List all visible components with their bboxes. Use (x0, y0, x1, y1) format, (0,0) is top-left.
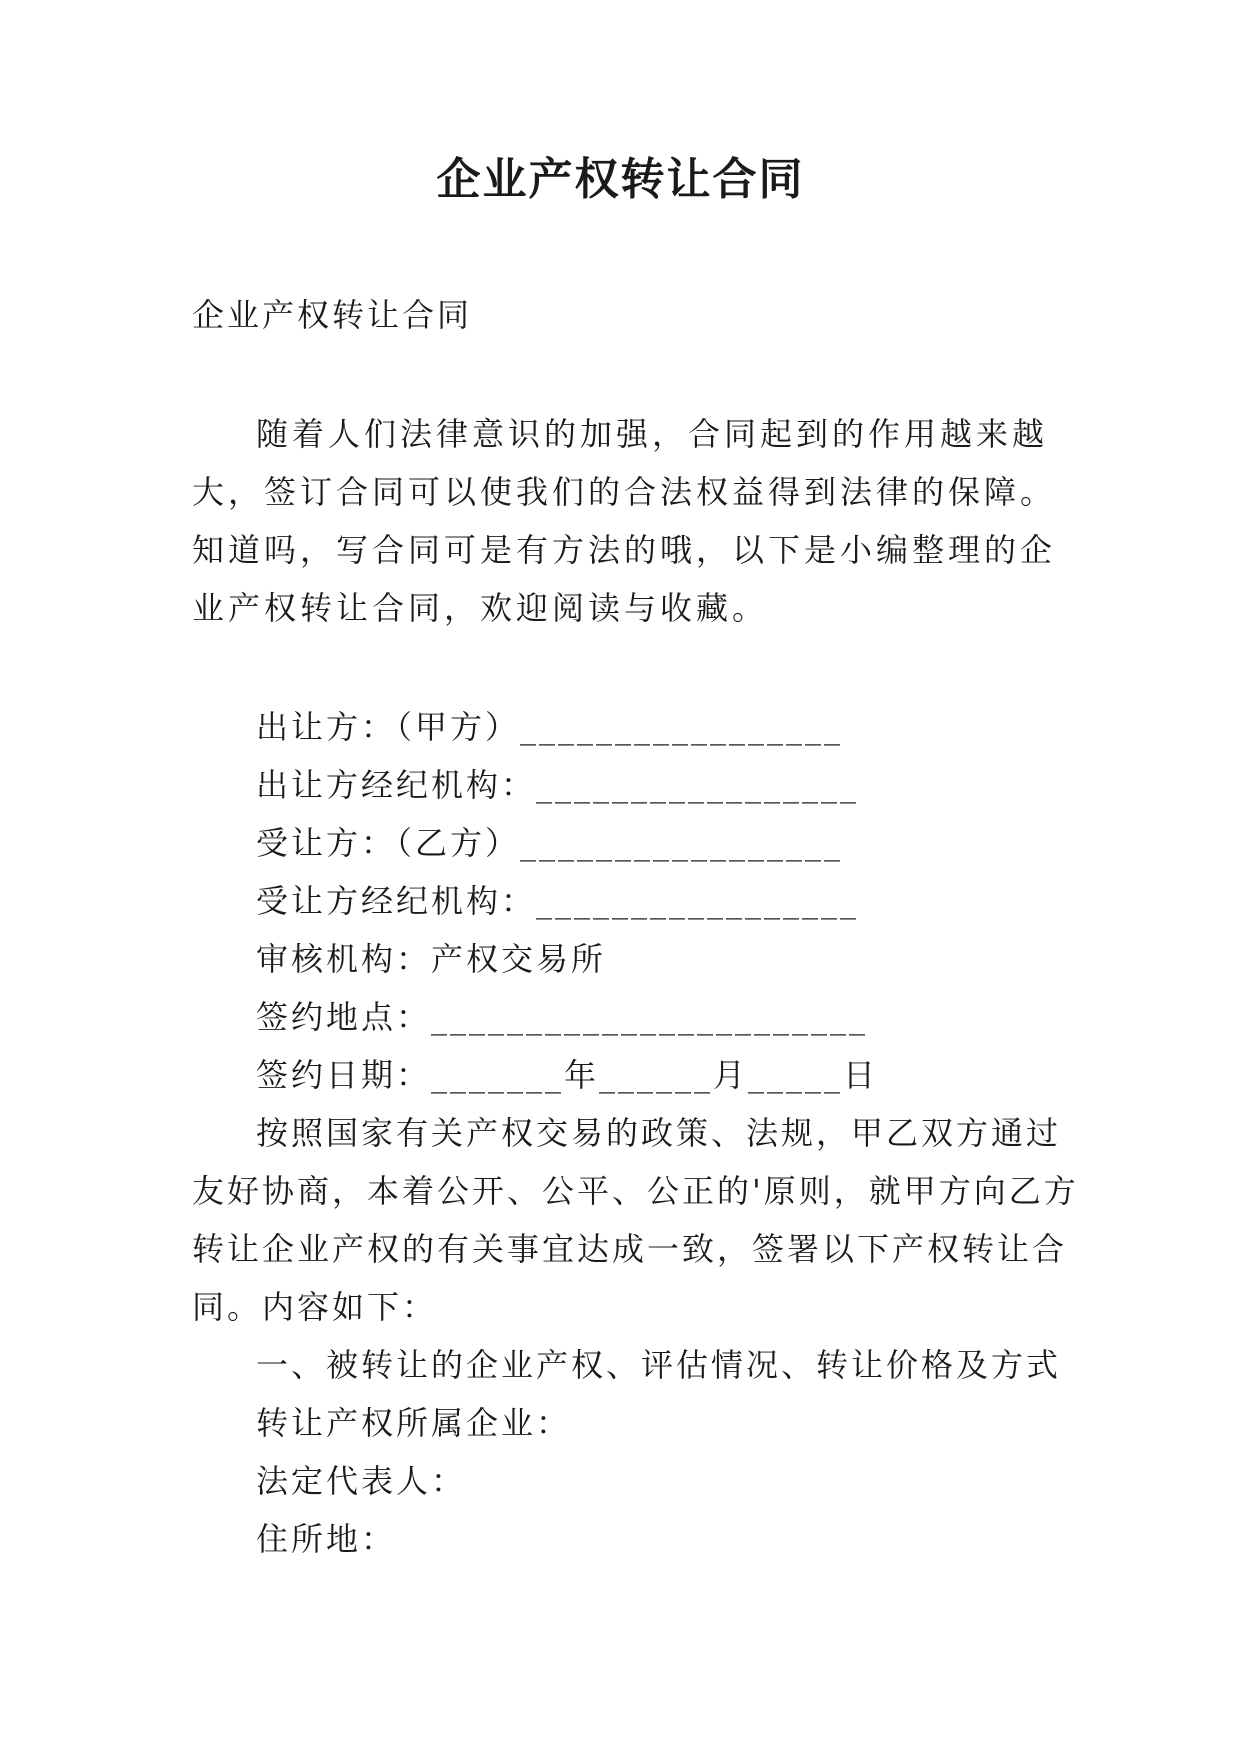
field-transferee-broker: 受让方经纪机构：_________________ (256, 882, 860, 920)
contract-fields (256, 698, 878, 1104)
section-line-address: 住所地： (256, 1520, 397, 1558)
intro-paragraph (192, 405, 1072, 637)
section-line-enterprise: 转让产权所属企业： (256, 1404, 572, 1442)
section-line-legal-rep: 法定代表人： (256, 1462, 467, 1500)
field-transferee: 受让方：（乙方）_________________ (256, 824, 844, 862)
intro-text: 随着人们法律意识的加强，合同起到的作用越来越大，签订合同可以使我们的合法权益得到法律的保障。知道吗，写合同可是有方法的哦，以下是小编整理的企业产权转让合同，欢迎阅读与收藏。 (192, 415, 1057, 627)
document-subtitle: 企业产权转让合同 (192, 296, 473, 334)
section-heading-1: 一、被转让的企业产权、评估情况、转让价格及方式 (256, 1346, 1062, 1384)
field-signing-place: 签约地点：_______________________ (256, 998, 869, 1036)
field-transferor-broker: 出让方经纪机构：_________________ (256, 766, 860, 804)
field-transferor: 出让方：（甲方）_________________ (256, 708, 844, 746)
document-title: 企业产权转让合同 (436, 154, 805, 205)
body-paragraph (192, 1104, 1082, 1336)
field-review-agency: 审核机构：产权交易所 (256, 940, 607, 978)
contract-sections (256, 1336, 1061, 1568)
body-text: 按照国家有关产权交易的政策、法规，甲乙双方通过友好协商，本着公开、公平、公正的'原则，就甲方向乙方转让企业产权的有关事宜达成一致，签署以下产权转让合同。内容如下： (192, 1114, 1079, 1326)
field-signing-date: 签约日期：_______年______月_____日 (256, 1056, 879, 1094)
